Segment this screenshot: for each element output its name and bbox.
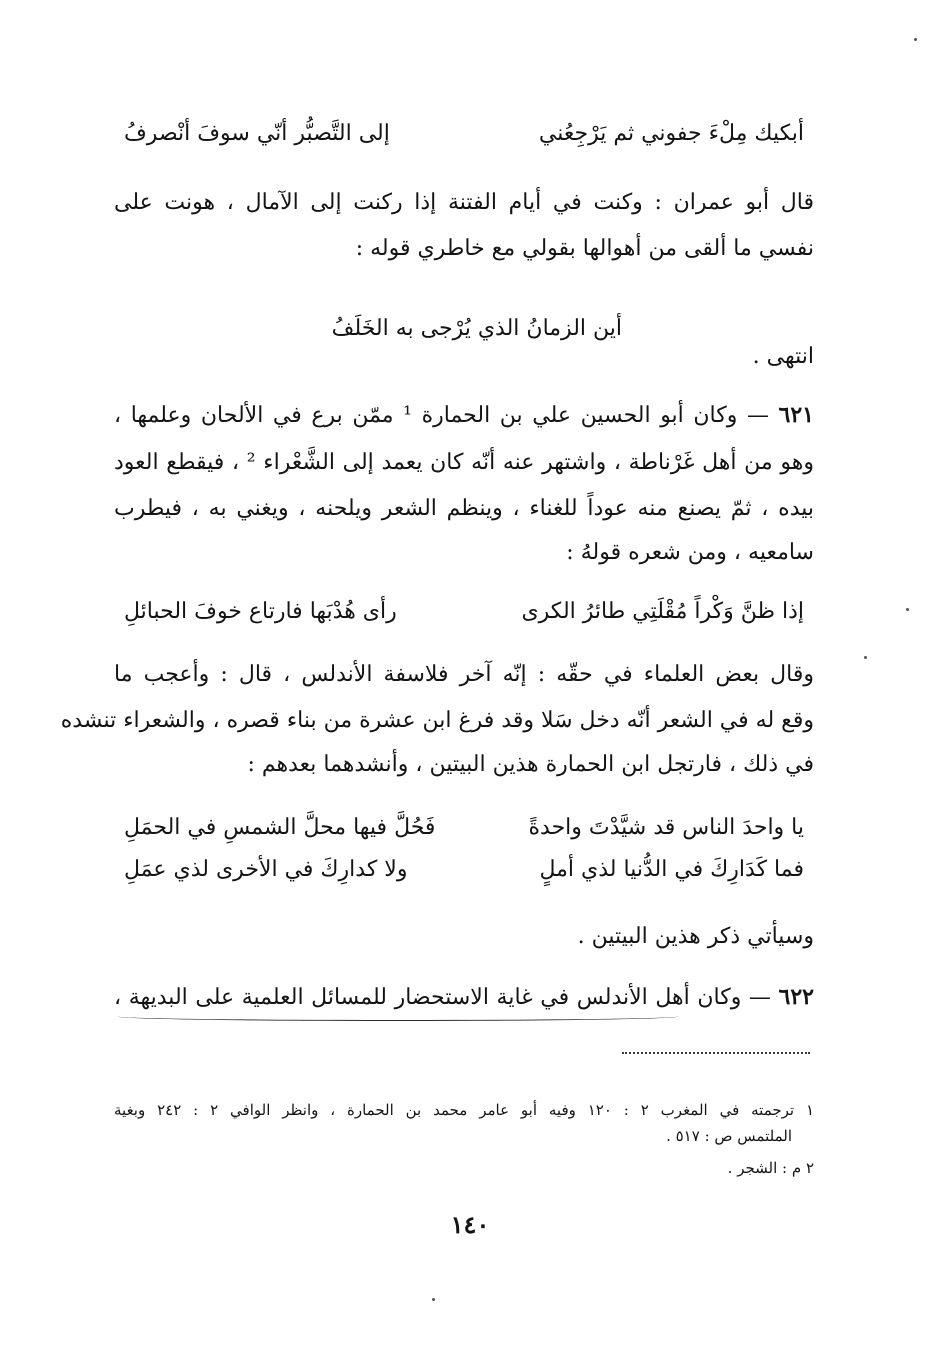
entry-622-text: — وكان أهل الأندلس في غاية الاستحضار للمسائل العلمية على البديهة ، [114, 985, 771, 1010]
verse-5-second-hemistich: ولا كدارِكَ في الأخرى لذي عمَلِ [124, 857, 408, 882]
verse-4-second-hemistich: فَحُلَّ فيها محلَّ الشمسِ في الحمَلِ [124, 815, 436, 840]
handwritten-underline [118, 1012, 678, 1021]
verse-1 [124, 116, 804, 152]
verse-1-first-hemistich: أبكيك مِلْءَ جفوني ثم يَرْجِعُني [538, 121, 804, 146]
entry-621-text-1: — وكان أبو الحسين علي بن الحمارة ¹ ممّن برع في الألحان وعلمها ، [114, 403, 769, 428]
verse-1-second-hemistich: إلى التَّصبُّر أنّي سوفَ أنْصرفُ [124, 121, 390, 146]
scan-speck [906, 608, 909, 611]
paragraph-2-line-3: في ذلك ، فارتجل ابن الحمارة هذين البيتين ، وأنشدهما بعدهم : [247, 752, 814, 777]
paragraph-2-line-2: وقع له في الشعر أنّه دخل سَلا وقد فرغ ابن عشرة من بناء قصره ، والشعراء تنشده [60, 708, 814, 733]
scan-speck [432, 1298, 435, 1301]
footnote-1-line-1: ١ ترجمته في المغرب ٢ : ١٢٠ وفيه أبو عامر محمد بن الحمارة ، وانظر الوافي ٢ : ٢٤٢ وبغية [114, 1101, 815, 1119]
entry-621-line-1 [114, 400, 814, 431]
footnote-2: ٢ م : الشجر . [727, 1159, 814, 1177]
verse-4-first-hemistich: يا واحدَ الناس قد شيَّدْتَ واحدةً [528, 815, 804, 840]
footnote-separator [622, 1052, 810, 1054]
paragraph-1-line-1: قال أبو عمران : وكنت في أيام الفتنة إذا ركنت إلى الآمال ، هونت على [114, 190, 814, 215]
end-word: انتهى . [752, 344, 814, 369]
entry-622-line [114, 982, 814, 1013]
verse-2: أين الزمانُ الذي يُرْجى به الخَلَفُ [331, 316, 622, 341]
verse-4 [124, 810, 804, 846]
paragraph-1-line-2: نفسي ما ألقى من أهوالها بقولي مع خاطري قوله : [355, 236, 814, 261]
page-number: ١٤٠ [450, 1210, 490, 1239]
verse-3 [124, 594, 804, 630]
entry-622-number: ٦٢٢ [778, 984, 814, 1010]
verse-5-first-hemistich: فما كَدَارِكَ في الدُّنيا لذي أملٍ [539, 857, 804, 882]
footnote-1-line-2: الملتمس ص : ٥١٧ . [666, 1127, 792, 1145]
scan-speck [864, 656, 867, 659]
entry-621-number: ٦٢١ [778, 402, 814, 428]
paragraph-3: وسيأتي ذكر هذين البيتين . [577, 924, 814, 949]
scan-speck [914, 38, 917, 41]
entry-621-line-2: وهو من أهل غَرْناطة ، واشتهر عنه أنّه كان يعمد إلى الشَّعْراء ² ، فيقطع العود [114, 450, 814, 475]
verse-3-first-hemistich: إذا ظنَّ وَكْراً مُقْلَتِي طائرُ الكرى [521, 599, 804, 624]
verse-3-second-hemistich: رأى هُدْبَها فارتاع خوفَ الحبائلِ [124, 599, 397, 624]
entry-621-line-3: بيده ، ثمّ يصنع منه عوداً للغناء ، وينظم الشعر ويلحنه ، ويغني به ، فيطرب [114, 496, 814, 521]
verse-5 [124, 852, 804, 888]
entry-621-line-4: سامعيه ، ومن شعره قولهُ : [566, 540, 814, 565]
paragraph-2-line-1: وقال بعض العلماء في حقّه : إنّه آخر فلاسفة الأندلس ، قال : وأعجب ما [114, 662, 814, 687]
